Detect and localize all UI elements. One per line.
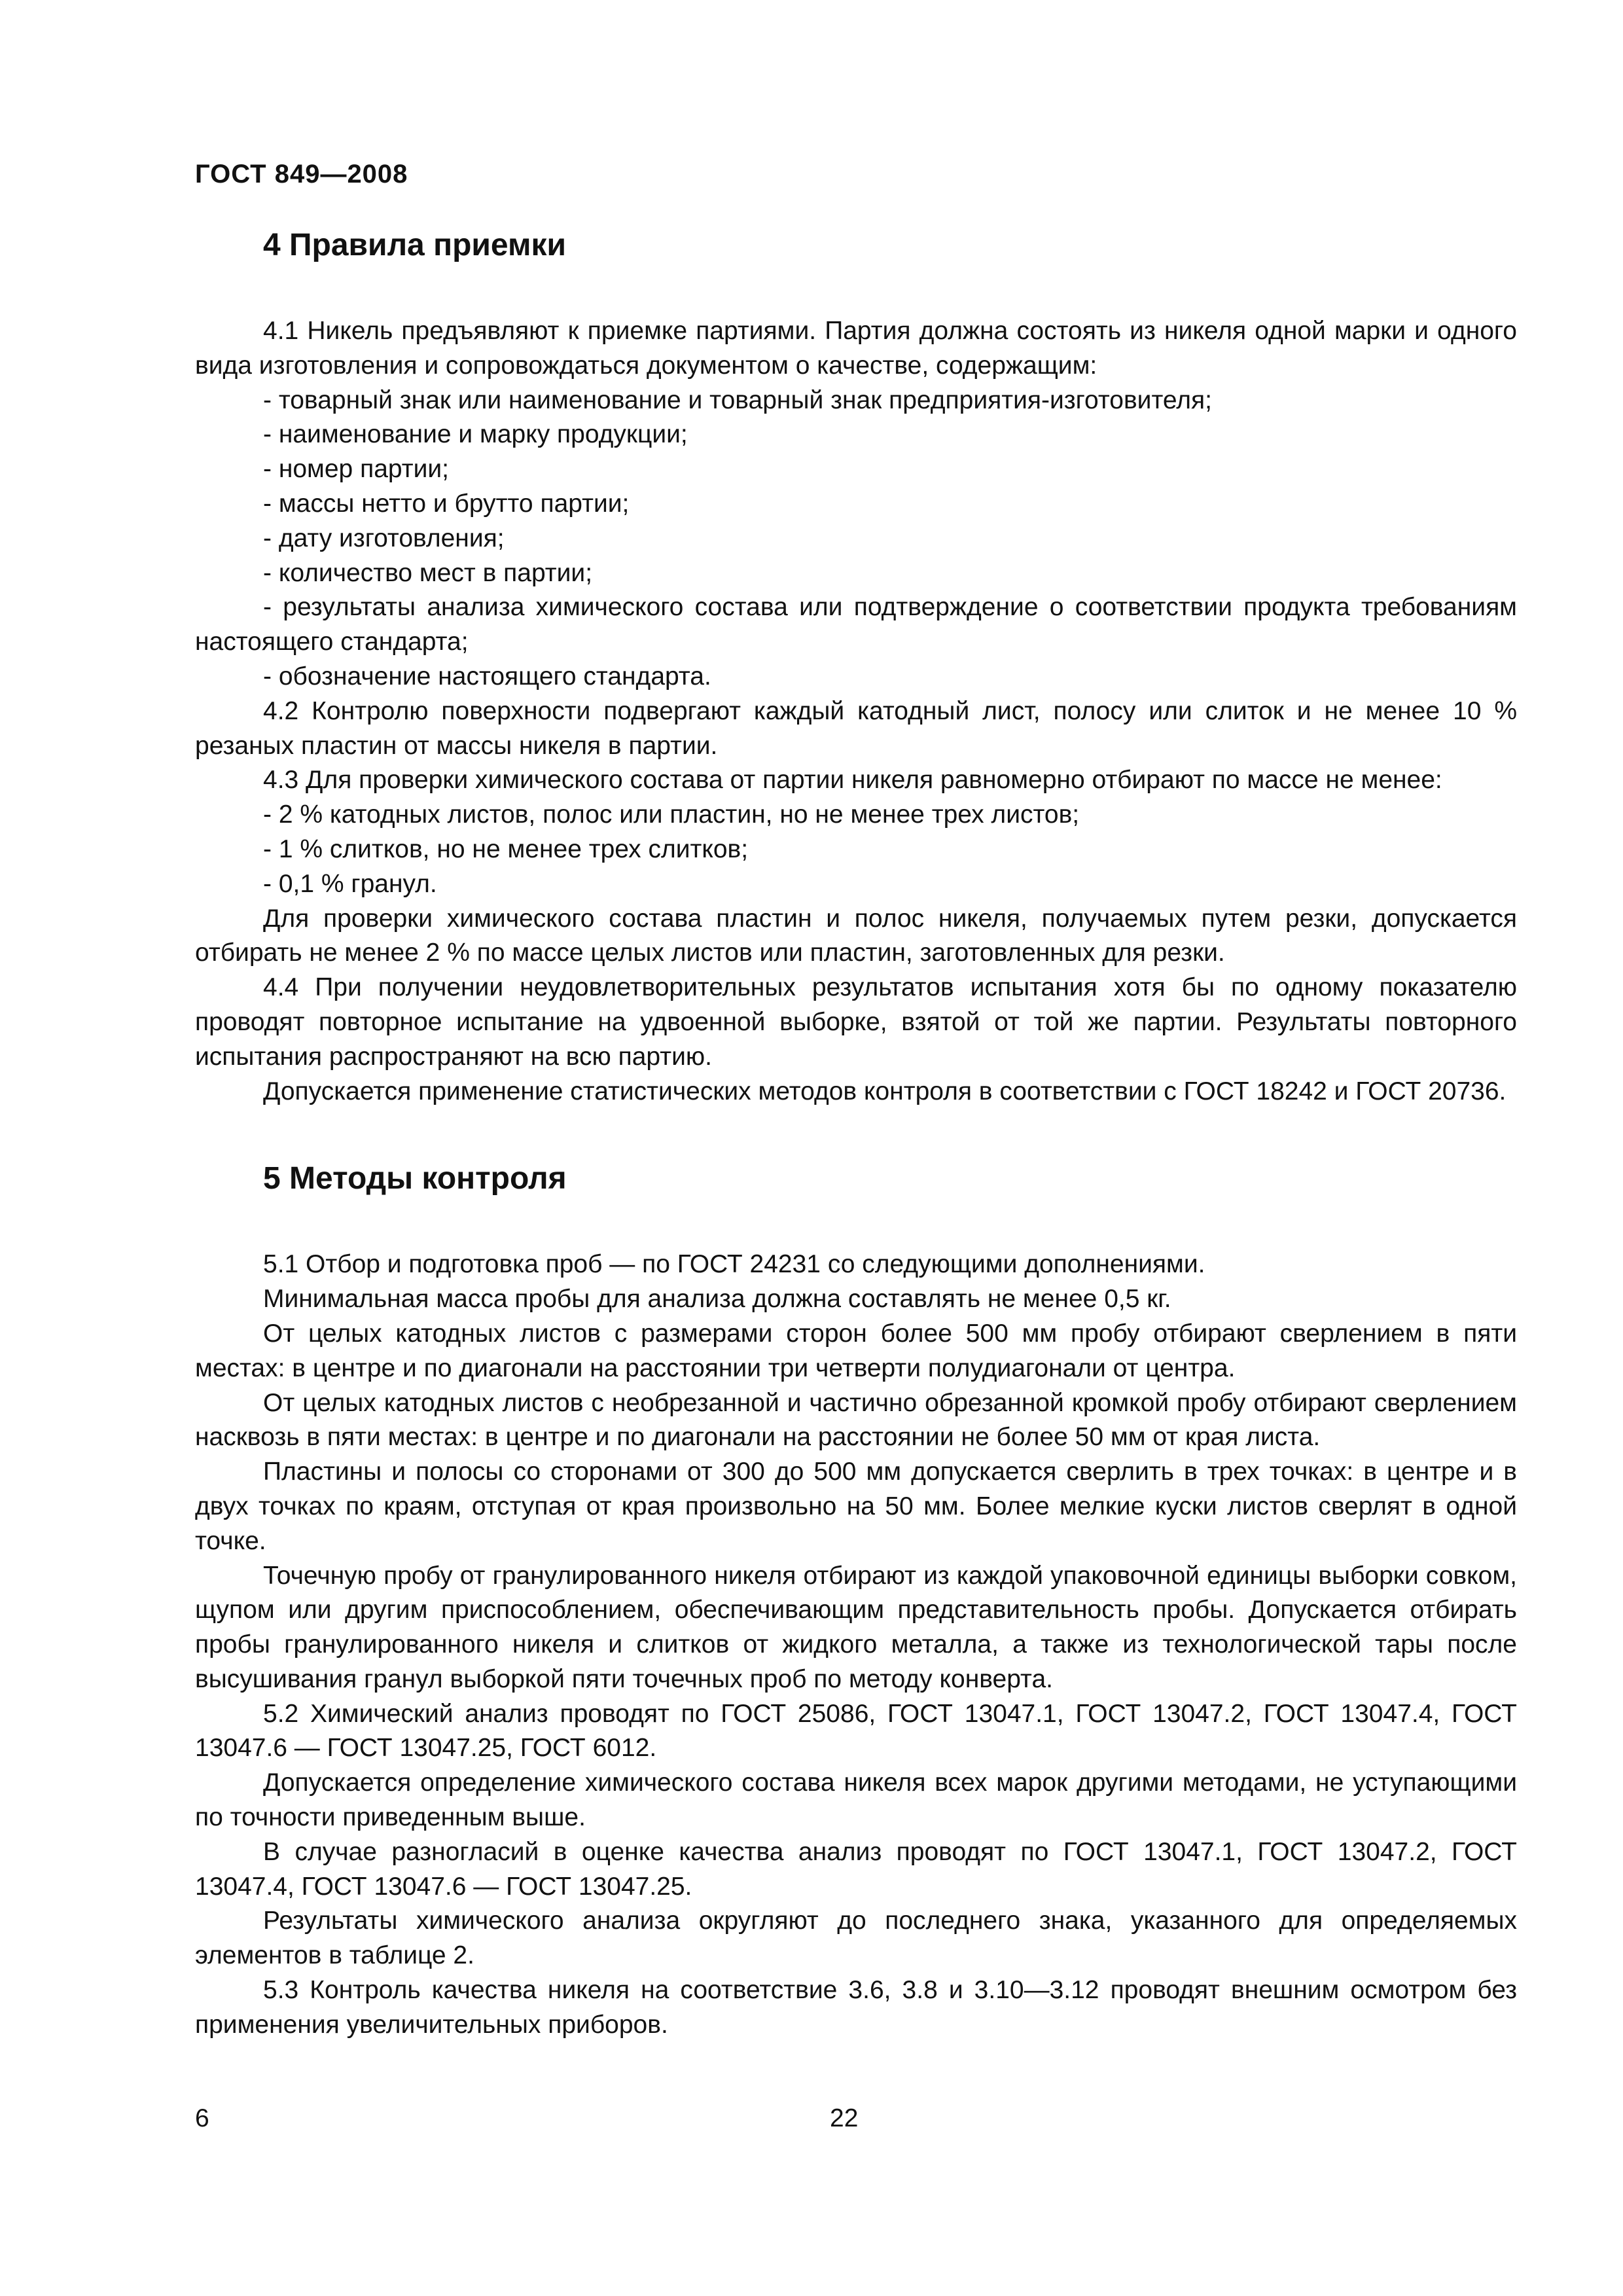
- list-item: - массы нетто и брутто партии;: [263, 489, 630, 518]
- list-item: - номер партии;: [263, 455, 449, 484]
- list-item: - количество мест в партии;: [263, 558, 593, 587]
- paragraph: Пластины и полосы со сторонами от 300 до 500 мм допускается сверлить в трех точках: в центре и в двух точках по краям, отступая от края произвольно на 50 мм. Более мелкие куски листов сверлят в одной точке.: [195, 1458, 1517, 1555]
- paragraph: 4.3 Для проверки химического состава от партии никеля равномерно отбирают по массе не менее:: [263, 766, 1442, 795]
- section-4-body: [195, 314, 1517, 1109]
- paragraph: 5.1 Отбор и подготовка проб — по ГОСТ 24231 со следующими дополнениями.: [263, 1250, 1205, 1279]
- section-title-5: 5 Методы контроля: [263, 1161, 567, 1196]
- section-title-4: 4 Правила приемки: [263, 228, 567, 262]
- section-5-body: [195, 1247, 1517, 2042]
- paragraph: Для проверки химического состава пластин и полос никеля, получаемых путем резки, допускается отбирать не менее 2 % по массе целых листов или пластин, заготовленных для резки.: [195, 904, 1517, 967]
- sheet-number: 22: [830, 2104, 859, 2132]
- list-item: - наименование и марку продукции;: [263, 420, 688, 449]
- paragraph: Точечную пробу от гранулированного никеля отбирают из каждой упаковочной единицы выборки совком, щупом или другим приспособлением, обеспечивающим представительность пробы. Допускается отбирать пробы гранулированного никеля и слитков от жидкого металла, а также из технологической тары после высушивания гранул выборкой пяти точечных проб по методу конверта.: [195, 1561, 1517, 1693]
- list-item: - дату изготовления;: [263, 524, 505, 552]
- list-item: - 1 % слитков, но не менее трех слитков;: [263, 834, 749, 863]
- paragraph: Результаты химического анализа округляют до последнего знака, указанного для определяемых элементов в таблице 2.: [195, 1907, 1517, 1970]
- paragraph: От целых катодных листов с необрезанной и частично обрезанной кромкой пробу отбирают сверлением насквозь в пяти местах: в центре и по диагонали на расстоянии не более 50 мм от края листа.: [195, 1388, 1517, 1452]
- list-item: - 0,1 % гранул.: [263, 869, 437, 898]
- paragraph: 5.2 Химический анализ проводят по ГОСТ 25086, ГОСТ 13047.1, ГОСТ 13047.2, ГОСТ 13047.4, ГОСТ 13047.6 — ГОСТ 13047.25, ГОСТ 6012.: [195, 1699, 1517, 1763]
- paragraph: 4.1 Никель предъявляют к приемке партиями. Партия должна состоять из никеля одной марки и одного вида изготовления и сопровождаться документом о качестве, содержащим:: [195, 317, 1517, 380]
- paragraph: 4.2 Контролю поверхности подвергают каждый катодный лист, полосу или слиток и не менее 10 % резаных пластин от массы никеля в партии.: [195, 696, 1517, 760]
- paragraph: 5.3 Контроль качества никеля на соответствие 3.6, 3.8 и 3.10—3.12 проводят внешним осмотром без применения увеличительных приборов.: [195, 1976, 1517, 2039]
- paragraph: Допускается применение статистических методов контроля в соответствии с ГОСТ 18242 и ГОСТ 20736.: [263, 1077, 1507, 1105]
- document-code: ГОСТ 849—2008: [195, 160, 408, 188]
- paragraph: Минимальная масса пробы для анализа должна составлять не менее 0,5 кг.: [263, 1285, 1171, 1314]
- list-item: - обозначение настоящего стандарта.: [263, 662, 711, 691]
- list-item: - товарный знак или наименование и товарный знак предприятия-изготовителя;: [263, 386, 1212, 414]
- paragraph: В случае разногласий в оценке качества анализ проводят по ГОСТ 13047.1, ГОСТ 13047.2, ГОСТ 13047.4, ГОСТ 13047.6 — ГОСТ 13047.25.: [195, 1837, 1517, 1901]
- paragraph: От целых катодных листов с размерами сторон более 500 мм пробу отбирают сверлением в пяти местах: в центре и по диагонали на расстоянии три четверти полудиагонали от центра.: [195, 1319, 1517, 1382]
- page-number: 6: [195, 2104, 209, 2132]
- document-body: [195, 223, 1517, 2043]
- paragraph: Допускается определение химического состава никеля всех марок другими методами, не уступающими по точности приведенным выше.: [195, 1768, 1517, 1832]
- list-item: - результаты анализа химического состава или подтверждение о соответствии продукта требованиям настоящего стандарта;: [195, 593, 1517, 656]
- paragraph: 4.4 При получении неудовлетворительных результатов испытания хотя бы по одному показателю проводят повторное испытание на удвоенной выборке, взятой от той же партии. Результаты повторного испытания распространяют на всю партию.: [195, 973, 1517, 1071]
- list-item: - 2 % катодных листов, полос или пластин, но не менее трех листов;: [263, 800, 1080, 829]
